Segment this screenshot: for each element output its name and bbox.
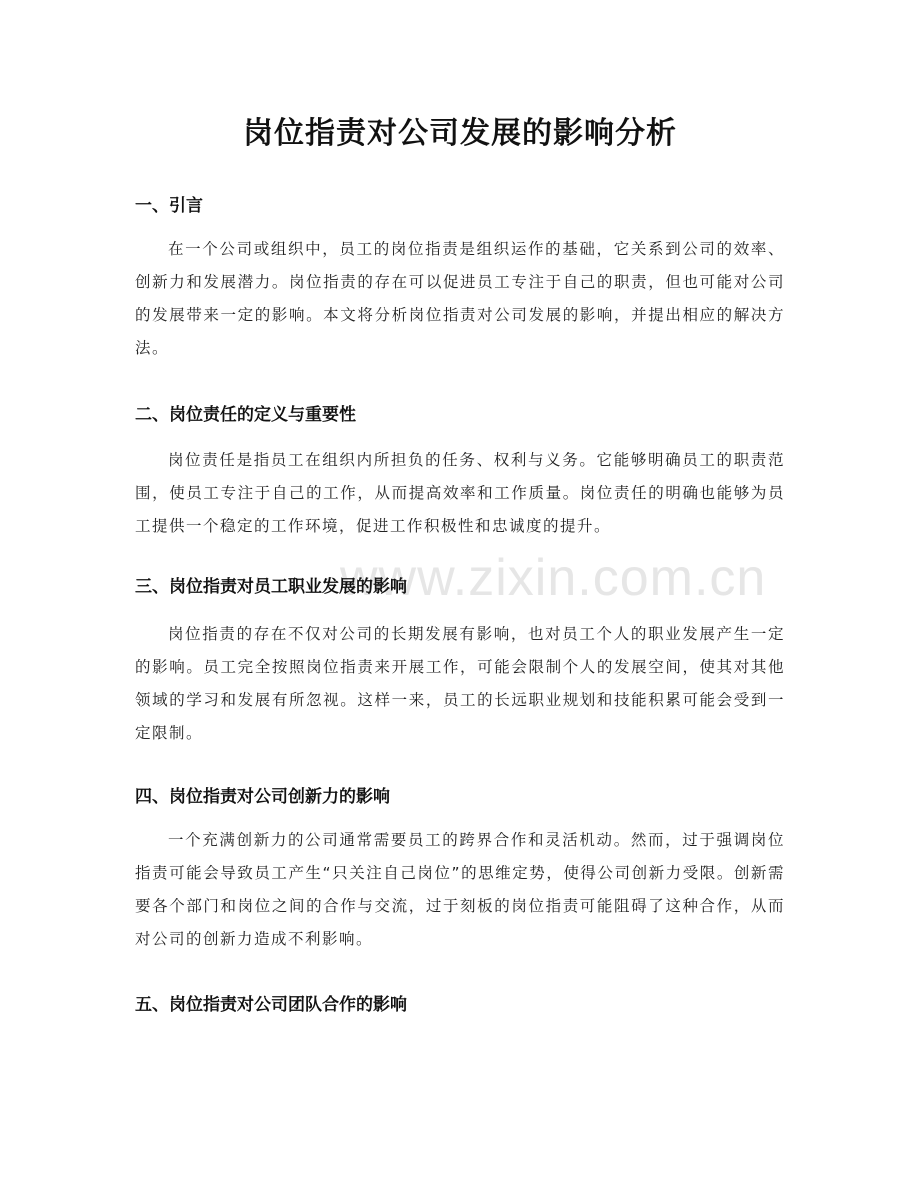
section-heading-introduction: 一、引言 [135,196,203,216]
section-paragraph-definition: 岗位责任是指员工在组织内所担负的任务、权利与义务。它能够明确员工的职责范围，使员工专注于自己的工作，从而提高效率和工作质量。岗位责任的明确也能够为员工提供一个稳定的工作环境，促进工作积极性和忠诚度的提升。 [135,451,785,535]
section-heading-teamwork: 五、岗位指责对公司团队合作的影响 [135,995,407,1015]
section-heading-innovation: 四、岗位指责对公司创新力的影响 [135,787,390,807]
document-title: 岗位指责对公司发展的影响分析 [243,116,677,151]
section-paragraph-introduction: 在一个公司或组织中，员工的岗位指责是组织运作的基础，它关系到公司的效率、创新力和发展潜力。岗位指责的存在可以促进员工专注于自己的职责，但也可能对公司的发展带来一定的影响。本文将分析岗位指责对公司发展的影响，并提出相应的解决方法。 [135,240,785,357]
section-paragraph-career: 岗位指责的存在不仅对公司的长期发展有影响，也对员工个人的职业发展产生一定的影响。员工完全按照岗位指责来开展工作，可能会限制个人的发展空间，使其对其他领域的学习和发展有所忽视。这样一来，员工的长远职业规划和技能积累可能会受到一定限制。 [135,625,785,742]
section-heading-definition: 二、岗位责任的定义与重要性 [135,405,356,425]
watermark-text: www.zixin.com.cn [340,549,767,607]
section-heading-career: 三、岗位指责对员工职业发展的影响 [135,577,407,597]
section-paragraph-innovation: 一个充满创新力的公司通常需要员工的跨界合作和灵活机动。然而，过于强调岗位指责可能会导致员工产生“只关注自己岗位”的思维定势，使得公司创新力受限。创新需要各个部门和岗位之间的合作与交流，过于刻板的岗位指责可能阻碍了这种合作，从而对公司的创新力造成不利影响。 [135,831,785,948]
